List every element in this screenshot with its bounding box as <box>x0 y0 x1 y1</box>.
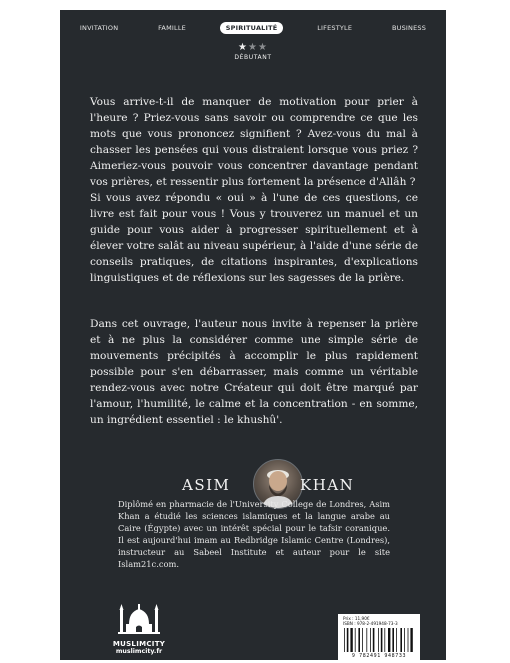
nav-item-famille[interactable]: FAMILLE <box>158 24 186 32</box>
category-nav <box>60 20 446 36</box>
book-back-cover <box>60 10 446 660</box>
difficulty-level <box>60 42 446 61</box>
nav-item-lifestyle[interactable]: LIFESTYLE <box>317 24 353 32</box>
publisher-url[interactable]: muslimcity.fr <box>115 648 163 655</box>
description-paragraph-2: Si vous avez répondu « oui » à l'une de ces questions, ce livre est fait pour vous ! Vous y trouverez un manuel et un guide pour vous aider à progresser spirituellement et à élever votre salât au niveau supérieur, à l'aide d'une série de conseils pratiques, de citations inspirantes, d'explications linguistiques et de réflexions sur les sagesses de la prière. <box>90 192 418 284</box>
star-filled-icon: ★ <box>238 42 249 53</box>
author-last-name: KHAN <box>300 476 355 494</box>
star-empty-icon: ★ <box>257 42 268 53</box>
barcode-label <box>338 614 420 660</box>
nav-item-business[interactable]: BUSINESS <box>391 24 427 32</box>
barcode-number: 9 782491 948733 <box>351 653 407 659</box>
author-bio: Diplômé en pharmacie de l'University College de Londres, Asim Khan a étudié les sciences islamiques et la langue arabe au Caire (Égypte) avec un intérêt spécial pour le tafsir coranique. Il est aujourd'hui imam au Redbridge Islamic Centre (Londres), instructeur au Sabeel Institute et auteur pour le site Islam21c.com. <box>118 499 390 569</box>
level-label: DÉBUTANT <box>234 54 272 61</box>
description-paragraph-1: Vous arrive-t-il de manquer de motivation pour prier à l'heure ? Priez-vous sans savoir ou comprendre ce que les mots que vous prononcez signifient ? Avez-vous du mal à chasser les pensées qui vous distraient lorsque vous priez ? Aimeriez-vous pouvoir vous concentrer davantage pendant vos prières, et ressentir plus fortement la présence d'Allâh ? <box>90 96 418 188</box>
barcode-icon <box>344 628 414 652</box>
publisher-logo <box>104 602 174 655</box>
isbn-text: ISBN : 978-2-491948-73-3 <box>343 621 398 626</box>
nav-item-spiritualite[interactable]: SPIRITUALITÉ <box>220 22 284 34</box>
description-paragraph-3: Dans cet ouvrage, l'auteur nous invite à repenser la prière et à ne plus la considérer comme une simple série de mouvements précipités à accomplir le plus rapidement possible pour s'en débarrasser, mais comme un véritable rendez-vous avec notre Créateur qui doit être marqué par l'amour, l'humilité, le calme et la concentration - en somme, un ingrédient essentiel : le khushû'. <box>90 318 418 426</box>
mosque-icon <box>116 602 162 636</box>
star-rating <box>60 42 446 53</box>
star-empty-icon: ★ <box>248 42 258 53</box>
publisher-name: MUSLIMCITY <box>112 640 166 648</box>
price-text: Prix : 11,90€ <box>343 616 370 621</box>
nav-item-invitation[interactable]: INVITATION <box>79 24 119 32</box>
author-first-name: ASIM <box>182 476 231 494</box>
